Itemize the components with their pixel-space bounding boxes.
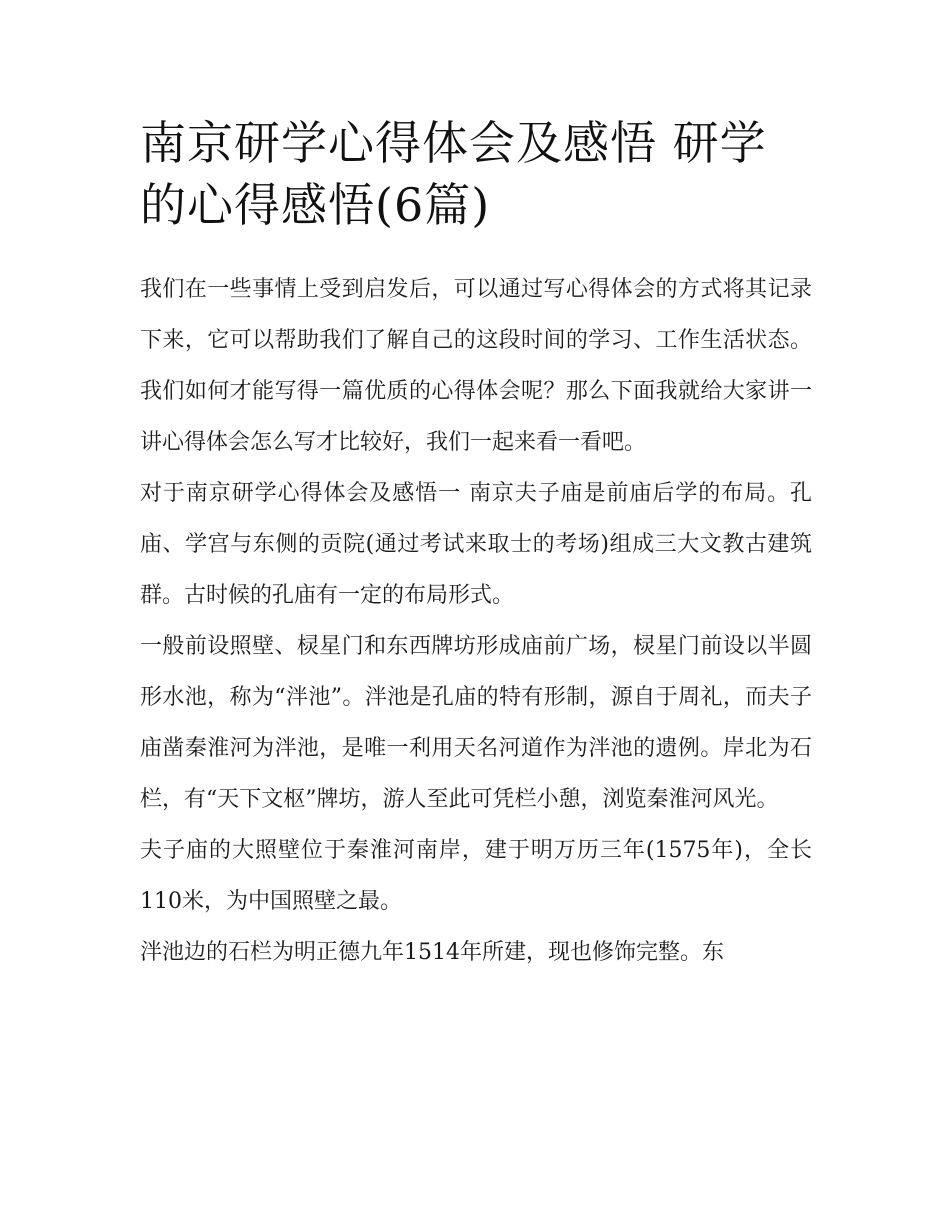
document-title: 南京研学心得体会及感悟 研学的心得感悟(6篇) (140, 116, 767, 232)
paragraph-intro: 我们在一些事情上受到启发后，可以通过写心得体会的方式将其记录下来，它可以帮助我们了解自己的这段时间的学习、工作生活状态。我们如何才能写得一篇优质的心得体会呢？那么下面我就给大家讲一讲心得体会怎么写才比较好，我们一起来看一看吧。 (140, 277, 812, 455)
paragraph-screen-wall: 夫子庙的大照壁位于秦淮河南岸，建于明万历三年(1575年)，全长110米，为中国照壁之最。 (140, 838, 812, 914)
paragraph-stone-railing: 泮池边的石栏为明正德九年1514年所建，现也修饰完整。东 (140, 940, 724, 965)
paragraph-panchi: 一般前设照壁、棂星门和东西牌坊形成庙前广场，棂星门前设以半圆形水池，称为“泮池”。泮池是孔庙的特有形制，源自于周礼，而夫子庙凿秦淮河为泮池，是唯一利用天名河道作为泮池的遗例。岸北为石栏，有“天下文枢”牌坊，游人至此可凭栏小憩，浏览秦淮河风光。 (140, 634, 812, 812)
document-page (140, 112, 812, 978)
paragraph-layout: 对于南京研学心得体会及感悟一 南京夫子庙是前庙后学的布局。孔庙、学宫与东侧的贡院(通过考试来取士的考场)组成三大文教古建筑群。古时候的孔庙有一定的布局形式。 (140, 481, 812, 608)
